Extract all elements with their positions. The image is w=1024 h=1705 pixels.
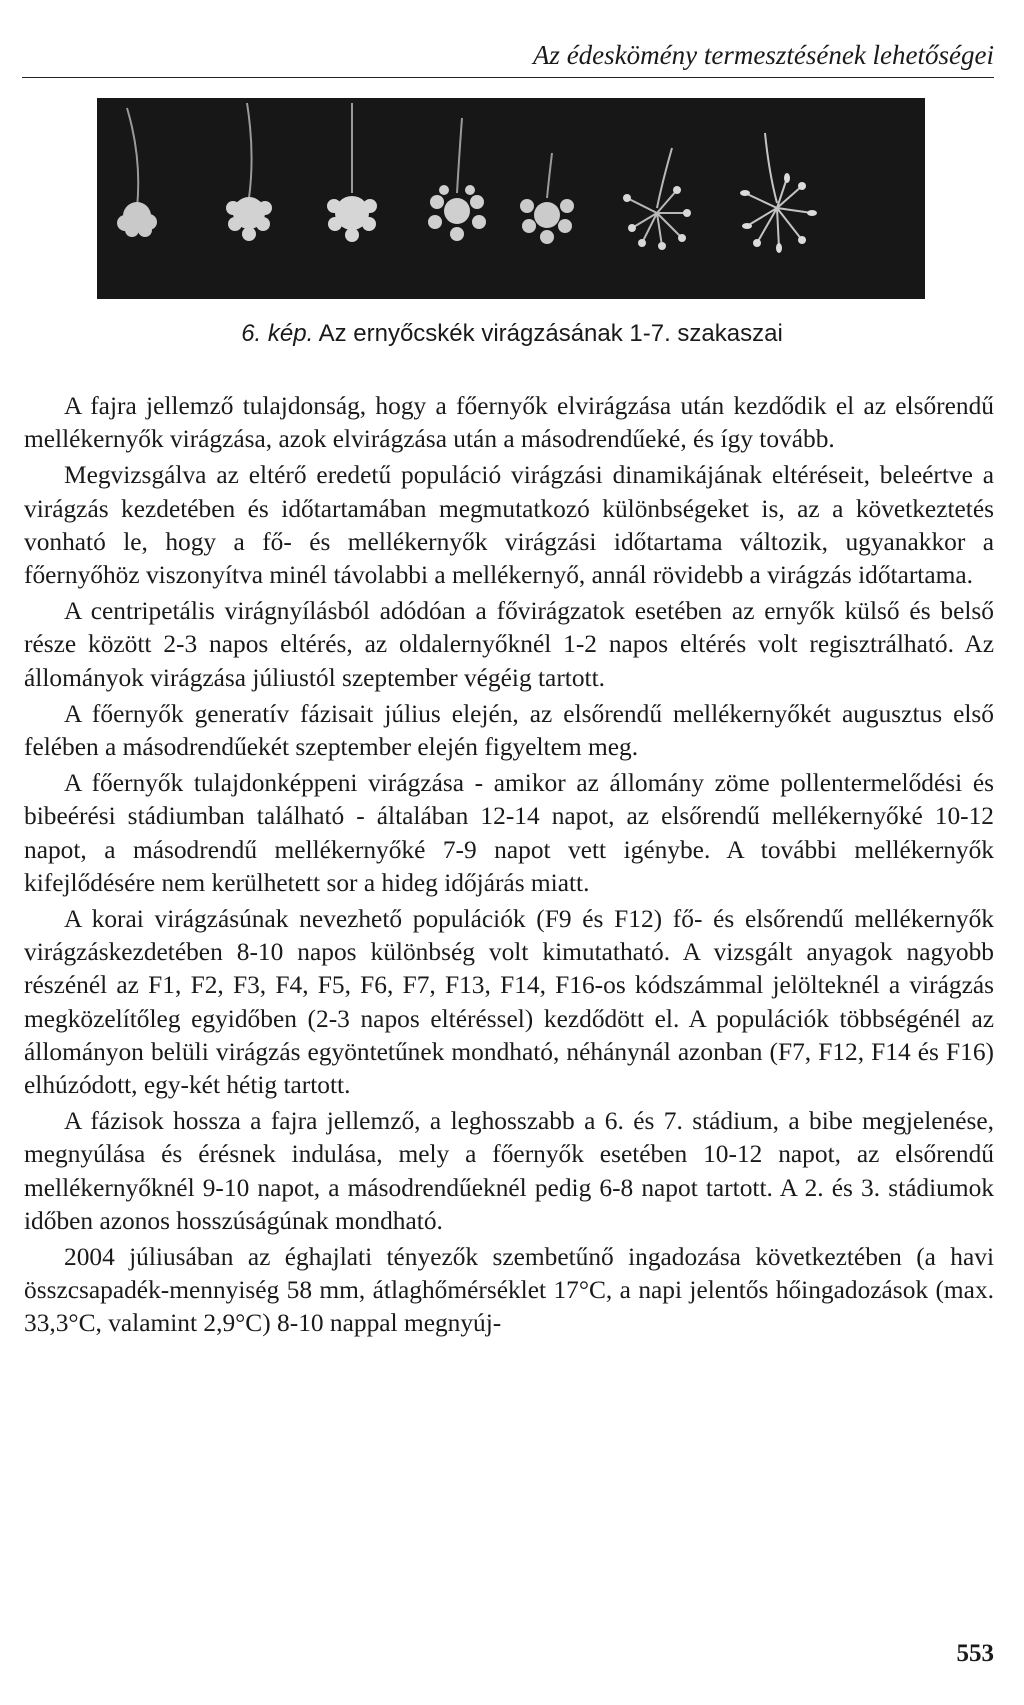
paragraph: A fajra jellemző tulajdonság, hogy a főernyők elvirágzása után kezdődik el az elsőrendű mellékernyők virágzása, azok elvirágzása után a másodrendűeké, és így tovább.: [24, 392, 994, 454]
paragraph: Megvizsgálva az eltérő eredetű populáció virágzási dinamikájának eltéréseit, beleértve a virágzás kezdetében és időtartamában megmutatkozó különbségeket is, az a következtetés vonható le, hogy a fő- és mellékernyők virágzási időtartama változik, ugyanakkor a főernyőhöz viszonyítva minél távolabbi a mellékernyő, annál rövidebb a virágzás időtartama.: [24, 461, 994, 590]
paragraph: A fázisok hossza a fajra jellemző, a leghosszabb a 6. és 7. stádium, a bibe megjelenése, megnyúlása és érésnek indulása, mely a főernyők esetében 10-12 napot, az elsőrendű mellékernyőknél 9-10 napot, a másodrendűeknél pedig 6-8 napot tartott. A 2. és 3. stádiumok időben azonos hosszúságúnak mondható.: [24, 1107, 994, 1235]
body-text: [24, 390, 994, 1344]
paragraph: 2004 júliusában az éghajlati tényezők szembetűnő ingadozása következtében (a havi összcsapadék-mennyiség 58 mm, átlaghőmérséklet 17°C, a napi jelentős hőingadozások (max. 33,3°C, valamint 2,9°C) 8-10 nappal megnyúj-: [24, 1243, 994, 1338]
figure-caption: [0, 320, 1024, 348]
caption-text: Az ernyőcskék virágzásának 1-7. szakaszai: [318, 320, 783, 347]
page-number: 553: [956, 1640, 994, 1667]
paragraph: A főernyők tulajdonképpeni virágzása - amikor az állomány zöme pollentermelődési és bibeérési stádiumban található - általában 12-14 napot, az elsőrendű mellékernyőké 10-12 napot, a másodrendű mellékernyőké 7-9 napot vett igénybe. A további mellékernyők kifejlődésére nem kerülhetett sor a hideg időjárás miatt.: [24, 769, 994, 897]
paragraph: A főernyők generatív fázisait július elején, az elsőrendű mellékernyőkét augusztus első felében a másodrendűekét szeptember elején figyeltem meg.: [24, 699, 994, 762]
caption-number: 6. kép.: [241, 320, 314, 347]
paragraph: A korai virágzásúnak nevezhető populációk (F9 és F12) fő- és elsőrendű mellékernyők virágzáskezdetében 8-10 napos különbség volt kimutatható. A vizsgált anyagok nagyobb részénél az F1, F2, F3, F4, F5, F6, F7, F13, F14, F16-os kódszámmal jelölteknél a virágzás megközelítőleg egyidőben (2-3 napos eltéréssel) kezdődött el. A populációk többségénél az állományon belüli virágzás egyöntetűnek mondható, néhánynál azonban (F7, F12, F14 és F16) elhúzódott, egy-két hétig tartott.: [24, 905, 994, 1100]
running-header: [22, 40, 994, 78]
running-title: Az édeskömény termesztésének lehetőségei: [532, 40, 994, 70]
umbel-stages-photo: [97, 98, 925, 299]
umbel-stages-image: [97, 98, 925, 299]
paragraph: A centripetális virágnyílásból adódóan a fővirágzatok esetében az ernyők külső és belső része között 2-3 napos eltérés, az oldalernyőknél 1-2 napos eltérés volt regisztrálható. Az állományok virágzása júliustól szeptember végéig tartott.: [24, 597, 994, 692]
